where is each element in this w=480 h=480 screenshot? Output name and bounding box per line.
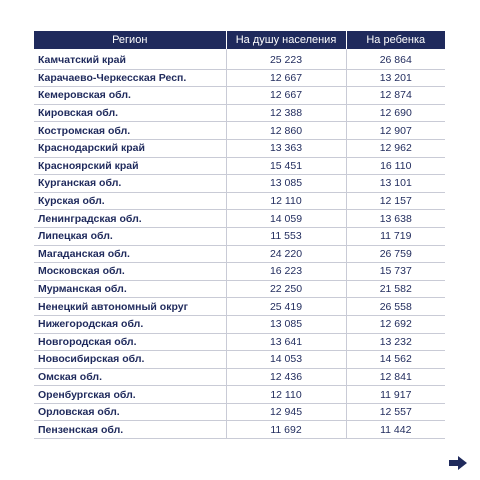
table-row	[34, 210, 445, 228]
per-capita-cell: 12 945	[226, 403, 346, 421]
per-child-cell: 12 841	[346, 368, 445, 386]
per-capita-cell: 12 388	[226, 104, 346, 122]
arrow-right-icon[interactable]	[448, 455, 468, 471]
per-child-cell: 13 232	[346, 333, 445, 351]
table-row	[34, 227, 445, 245]
table-row	[34, 333, 445, 351]
per-child-cell: 12 557	[346, 403, 445, 421]
table-row	[34, 368, 445, 386]
table-row	[34, 139, 445, 157]
per-child-cell: 11 442	[346, 421, 445, 439]
per-child-cell: 13 201	[346, 69, 445, 87]
per-capita-cell: 13 641	[226, 333, 346, 351]
per-capita-cell: 13 085	[226, 175, 346, 193]
table-row	[34, 263, 445, 281]
per-child-cell: 12 874	[346, 87, 445, 105]
table-row	[34, 298, 445, 316]
per-capita-cell: 12 667	[226, 87, 346, 105]
table-row	[34, 157, 445, 175]
table-row	[34, 351, 445, 369]
region-cell: Камчатский край	[34, 49, 226, 69]
region-cell: Ленинградская обл.	[34, 210, 226, 228]
per-child-cell: 12 692	[346, 315, 445, 333]
table-row	[34, 192, 445, 210]
per-child-cell: 12 962	[346, 139, 445, 157]
header-row	[34, 31, 445, 49]
per-capita-cell: 12 860	[226, 122, 346, 140]
region-cell: Омская обл.	[34, 368, 226, 386]
table-row	[34, 175, 445, 193]
per-capita-cell: 13 085	[226, 315, 346, 333]
region-cell: Кировская обл.	[34, 104, 226, 122]
per-capita-cell: 24 220	[226, 245, 346, 263]
table-row	[34, 69, 445, 87]
per-capita-cell: 16 223	[226, 263, 346, 281]
table-row	[34, 245, 445, 263]
per-capita-cell: 22 250	[226, 280, 346, 298]
per-capita-cell: 12 110	[226, 386, 346, 404]
per-child-cell: 12 907	[346, 122, 445, 140]
table-row	[34, 104, 445, 122]
region-cell: Курганская обл.	[34, 175, 226, 193]
region-cell: Курская обл.	[34, 192, 226, 210]
per-child-cell: 26 759	[346, 245, 445, 263]
table-row	[34, 280, 445, 298]
per-capita-cell: 11 692	[226, 421, 346, 439]
region-cell: Оренбургская обл.	[34, 386, 226, 404]
region-cell: Пензенская обл.	[34, 421, 226, 439]
per-capita-cell: 11 553	[226, 227, 346, 245]
per-child-cell: 12 690	[346, 104, 445, 122]
region-cell: Липецкая обл.	[34, 227, 226, 245]
per-capita-cell: 25 419	[226, 298, 346, 316]
per-child-cell: 26 864	[346, 49, 445, 69]
per-child-cell: 16 110	[346, 157, 445, 175]
region-cell: Мурманская обл.	[34, 280, 226, 298]
per-child-cell: 14 562	[346, 351, 445, 369]
table-row	[34, 403, 445, 421]
per-capita-cell: 14 053	[226, 351, 346, 369]
per-child-cell: 26 558	[346, 298, 445, 316]
region-cell: Нижегородская обл.	[34, 315, 226, 333]
region-cell: Новгородская обл.	[34, 333, 226, 351]
per-child-cell: 13 101	[346, 175, 445, 193]
per-capita-cell: 25 223	[226, 49, 346, 69]
region-cell: Карачаево-Черкесская Респ.	[34, 69, 226, 87]
region-cell: Красноярский край	[34, 157, 226, 175]
per-capita-cell: 12 436	[226, 368, 346, 386]
per-child-cell: 15 737	[346, 263, 445, 281]
per-child-cell: 21 582	[346, 280, 445, 298]
per-capita-cell: 12 667	[226, 69, 346, 87]
table-header	[34, 31, 445, 49]
per-capita-cell: 14 059	[226, 210, 346, 228]
region-cell: Орловская обл.	[34, 403, 226, 421]
table-row	[34, 421, 445, 439]
per-capita-cell: 13 363	[226, 139, 346, 157]
header-region: Регион	[34, 31, 226, 49]
table-body	[34, 49, 445, 439]
region-cell: Ненецкий автономный округ	[34, 298, 226, 316]
region-table	[34, 31, 445, 439]
region-cell: Краснодарский край	[34, 139, 226, 157]
per-child-cell: 12 157	[346, 192, 445, 210]
header-per-capita: На душу населения	[226, 31, 346, 49]
table-row	[34, 87, 445, 105]
region-cell: Московская обл.	[34, 263, 226, 281]
table-row	[34, 49, 445, 69]
header-per-child: На ребенка	[346, 31, 445, 49]
per-child-cell: 13 638	[346, 210, 445, 228]
table-row	[34, 386, 445, 404]
per-capita-cell: 15 451	[226, 157, 346, 175]
table-row	[34, 315, 445, 333]
region-cell: Новосибирская обл.	[34, 351, 226, 369]
per-child-cell: 11 917	[346, 386, 445, 404]
region-cell: Кемеровская обл.	[34, 87, 226, 105]
region-cell: Костромская обл.	[34, 122, 226, 140]
per-capita-cell: 12 110	[226, 192, 346, 210]
region-cell: Магаданская обл.	[34, 245, 226, 263]
per-child-cell: 11 719	[346, 227, 445, 245]
table-row	[34, 122, 445, 140]
